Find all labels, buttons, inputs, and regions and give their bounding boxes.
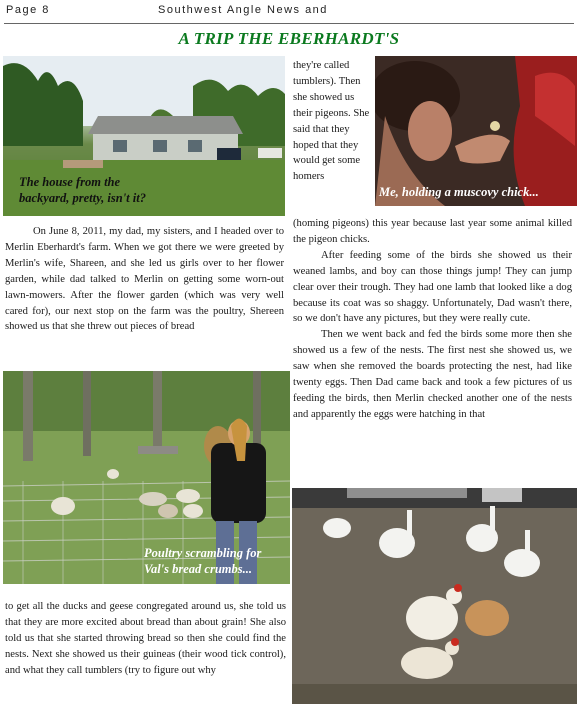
girl-photo <box>375 56 577 206</box>
birds-photo <box>292 488 577 704</box>
left-column-text-upper: On June 8, 2011, my dad, my sisters, and I headed over to Merlin Eberhardt's farm. When we got there we were greeted by Merlin's wife, Shareen, and she led us girls over to her flower garden, while dad talked to Merlin on getting some worn-out lawn-mowers. After the flower garden (which was very well cared for), our next stop on the farm was the poultry, Shereen showed us that she threw out pieces of bread <box>5 226 284 333</box>
page-header <box>0 0 578 26</box>
field-caption: Poultry scrambling for Val's bread crumbs... <box>144 546 262 576</box>
birds-illustration <box>292 488 577 704</box>
right-column-narrow-text: they're called tumblers). Then she showed us their pigeons. She said that they hoped that they would get some homers <box>293 60 370 183</box>
header-rule <box>4 23 574 24</box>
field-photo <box>3 371 290 584</box>
right-column-para-2: After feeding some of the birds she showed us their weaned lambs, and boy can those things jump! They can jump clear over their trough. They had one lamb that looked like a dog because its coat was so shaggy. Unfortunately, Dad wasn't there, so we don't have any pictures, but they were really cute. <box>293 249 572 325</box>
left-column-text-lower: to get all the ducks and geese congregated around us, she told us that they are more excited about bread than about grain! She also told us that she started throwing bread so then she could find the nests. Next she showed us their guineas (their wood tick control), and what they call tumblers (try to figure out why <box>5 601 286 676</box>
article-title: A TRIP THE EBERHARDT'S <box>178 29 400 48</box>
right-column-para-3: Then we went back and fed the birds some more then she showed us a few of the nests. The first nest she showed us, we saw when she removed the boards protecting the nest, had like twenty eggs. Then Dad came back and took a few pictures of us feeding the birds, then Merlin checked another one of the nests and apparently the eggs were hatching in that <box>293 329 572 420</box>
girl-caption: Me, holding a muscovy chick... <box>379 185 539 199</box>
right-column-para-1: (homing pigeons) this year because last year some animal killed the pigeon chicks. <box>293 218 572 245</box>
publication-name: Southwest Angle News and <box>158 4 328 16</box>
right-column-text <box>293 216 572 423</box>
house-photo <box>3 56 285 216</box>
house-caption: The house from the backyard, pretty, isn't it? <box>19 175 146 205</box>
page-number: Page 8 <box>6 4 50 16</box>
